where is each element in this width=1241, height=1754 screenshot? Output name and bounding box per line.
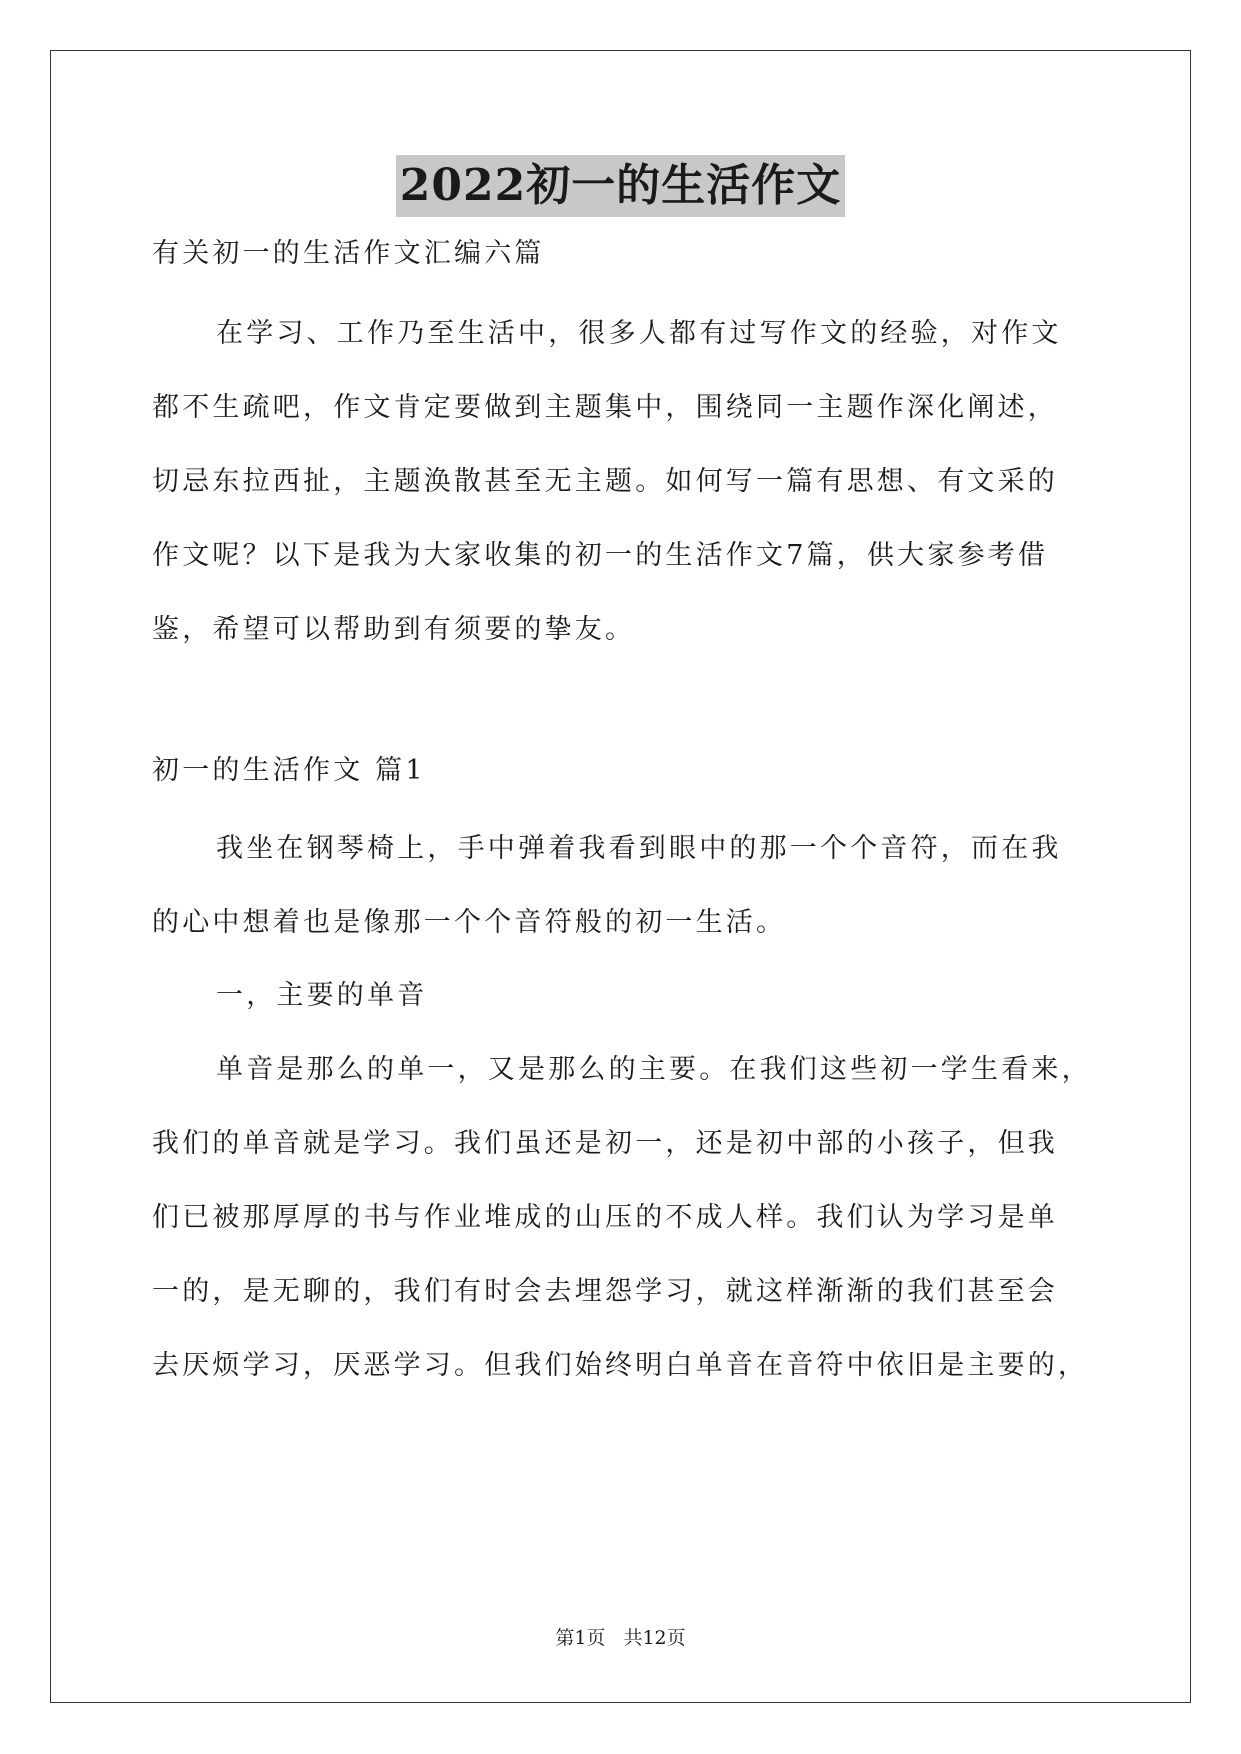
document-subtitle: 有关初一的生活作文汇编六篇 [152, 238, 545, 269]
paragraph-line: 去厌烦学习，厌恶学习。但我们始终明白单音在音符中依旧是主要的， [152, 1350, 1089, 1381]
paragraph-line: 一的，是无聊的，我们有时会去埋怨学习，就这样渐渐的我们甚至会 [152, 1276, 1058, 1307]
intro-line: 在学习、工作乃至生活中，很多人都有过写作文的经验，对作文 [216, 318, 1062, 349]
page-total: 共12页 [623, 1627, 686, 1649]
paragraph-line: 的心中想着也是像那一个个音符般的初一生活。 [152, 907, 787, 938]
intro-line: 鉴，希望可以帮助到有须要的挚友。 [152, 614, 636, 645]
title-container [0, 155, 1241, 217]
page-footer [0, 1625, 1241, 1651]
page-number: 第1页 [555, 1627, 606, 1649]
document-title: 2022初一的生活作文 [396, 155, 845, 217]
subheading: 一，主要的单音 [216, 980, 428, 1011]
paragraph-line: 单音是那么的单一，又是那么的主要。在我们这些初一学生看来， [216, 1054, 1092, 1085]
page-border [50, 50, 1191, 1703]
paragraph-line: 们已被那厚厚的书与作业堆成的山压的不成人样。我们认为学习是单 [152, 1202, 1058, 1233]
intro-line: 都不生疏吧，作文肯定要做到主题集中，围绕同一主题作深化阐述， [152, 392, 1058, 423]
paragraph-line: 我们的单音就是学习。我们虽还是初一，还是初中部的小孩子，但我 [152, 1128, 1058, 1159]
section-heading: 初一的生活作文 篇1 [152, 755, 426, 786]
intro-line: 作文呢？以下是我为大家收集的初一的生活作文7篇，供大家参考借 [152, 540, 1049, 571]
intro-line: 切忌东拉西扯，主题涣散甚至无主题。如何写一篇有思想、有文采的 [152, 466, 1058, 497]
paragraph-line: 我坐在钢琴椅上，手中弹着我看到眼中的那一个个音符，而在我 [216, 833, 1062, 864]
